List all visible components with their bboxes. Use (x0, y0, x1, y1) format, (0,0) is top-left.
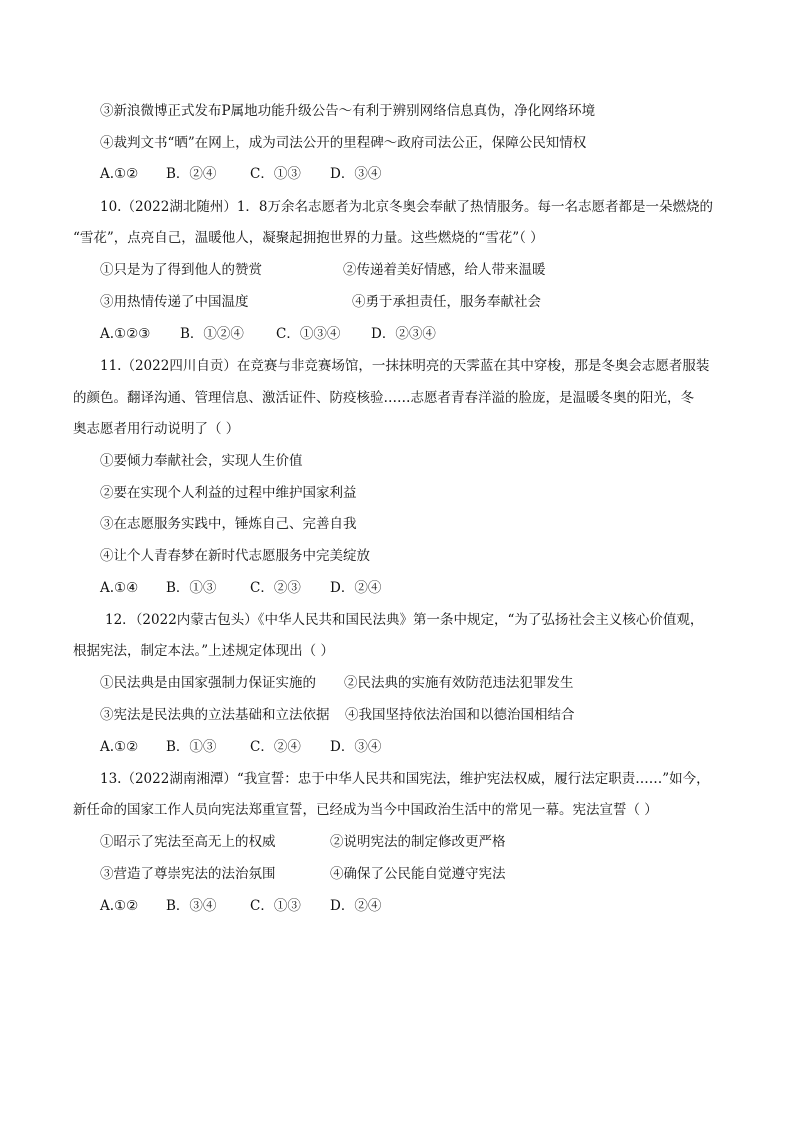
q12-choices (100, 737, 381, 757)
q12-choice-b: B．①③ (166, 739, 217, 755)
q10-choice-b: B．①②④ (180, 326, 244, 342)
q10-stem-line-2: “雪花”，点亮自己，温暖他人，凝聚起拥抱世界的力量。这些燃烧的“雪花”（ ） (73, 230, 544, 246)
q13-choices (100, 896, 381, 916)
q12-option-2: ②民法典的实施有效防范违法犯罪发生 (344, 675, 574, 691)
q10-stem-line-1: 10.（2022湖北随州）1．8万余名志愿者为北京冬奥会奉献了热情服务。每一名志愿者都是一朵燃烧的 (100, 199, 714, 215)
q10-option-1: ①只是为了得到他人的赞赏 (100, 262, 262, 278)
q10-choice-c: C．①③④ (276, 326, 341, 342)
q12-option-1: ①民法典是由国家强制力保证实施的 (100, 675, 316, 691)
q13-options-row-1 (100, 832, 506, 852)
q13-option-1: ①昭示了宪法至高无上的权威 (100, 834, 276, 850)
q13-choice-a: A.①② (100, 898, 139, 914)
q9-choice-a: A.①② (100, 166, 139, 182)
q10-choice-a: A.①②③ (100, 326, 151, 342)
q9-choice-d: D．③④ (330, 166, 382, 182)
q11-choice-a: A.①④ (100, 580, 139, 596)
q12-stem-line-2: 根据宪法，制定本法。”上述规定体现出（ ） (73, 643, 334, 659)
q10-option-4: ④勇于承担责任，服务奉献社会 (352, 294, 541, 310)
q13-options-row-2 (100, 864, 506, 884)
q9-choices (100, 164, 381, 184)
q13-choice-b: B．③④ (166, 898, 217, 914)
q9-option-4: ④裁判文书“晒”在网上，成为司法公开的里程碑～政府司法公正，保障公民知情权 (100, 135, 587, 151)
q11-stem-line-1: 11.（2022四川自贡）在竞赛与非竞赛场馆，一抹抹明亮的天霁蓝在其中穿梭，那是冬奥会志愿者服装 (100, 358, 710, 374)
q13-stem-line-1: 13.（2022湖南湘潭）“我宣誓：忠于中华人民共和国宪法，维护宪法权威，履行法定职责……”如今， (100, 771, 710, 787)
q13-choice-c: C．①③ (250, 898, 301, 914)
q9-option-3: ③新浪微博正式发布P属地功能升级公告～有利于辨别网络信息真伪，净化网络环境 (100, 103, 596, 119)
q11-choice-c: C．②③ (250, 580, 301, 596)
q11-stem-line-3: 奥志愿者用行动说明了（ ） (73, 421, 240, 437)
q10-options-row-1 (100, 260, 546, 280)
q12-choice-c: C．②④ (250, 739, 301, 755)
q12-choice-d: D．③④ (330, 739, 382, 755)
q10-choices (100, 324, 436, 344)
q11-option-3: ③在志愿服务实践中，锤炼自己、完善自我 (100, 516, 357, 532)
q12-options-row-1 (100, 673, 574, 693)
q11-option-4: ④让个人青春梦在新时代志愿服务中完美绽放 (100, 548, 370, 564)
q11-choices (100, 578, 381, 598)
q11-stem-line-2: 的颜色。翻译沟通、管理信息、激活证件、防疫核验……志愿者青春洋溢的脸庞，是温暖冬奥的阳光，冬 (73, 390, 694, 406)
q10-choice-d: D．②③④ (371, 326, 436, 342)
q10-option-2: ②传递着美好情感，给人带来温暖 (343, 262, 546, 278)
q12-option-3: ③宪法是民法典的立法基础和立法依据 (100, 707, 330, 723)
q11-option-2: ②要在实现个人利益的过程中维护国家利益 (100, 485, 357, 501)
q13-stem-line-2: 新任命的国家工作人员向宪法郑重宣誓，已经成为当今中国政治生活中的常见一幕。宪法宣誓（ ） (73, 802, 658, 818)
q11-choice-d: D．②④ (330, 580, 382, 596)
q13-option-3: ③营造了尊崇宪法的法治氛围 (100, 866, 276, 882)
q11-option-1: ①要倾力奉献社会，实现人生价值 (100, 453, 303, 469)
q12-choice-a: A.①② (100, 739, 139, 755)
q12-option-4: ④我国坚持依法治国和以德治国相结合 (345, 707, 575, 723)
q12-options-row-2 (100, 705, 575, 725)
q12-stem-line-1: 12．（2022内蒙古包头）《中华人民共和国民法典》第一条中规定，“为了弘扬社会主义核心价值观， (105, 612, 704, 628)
q10-option-3: ③用热情传递了中国温度 (100, 294, 249, 310)
q13-option-4: ④确保了公民能自觉遵守宪法 (330, 866, 506, 882)
q13-choice-d: D．②④ (330, 898, 382, 914)
q9-choice-c: C．①③ (250, 166, 301, 182)
q10-options-row-2 (100, 292, 541, 312)
q9-choice-b: B．②④ (166, 166, 217, 182)
q11-choice-b: B．①③ (166, 580, 217, 596)
q13-option-2: ②说明宪法的制定修改更严格 (330, 834, 506, 850)
